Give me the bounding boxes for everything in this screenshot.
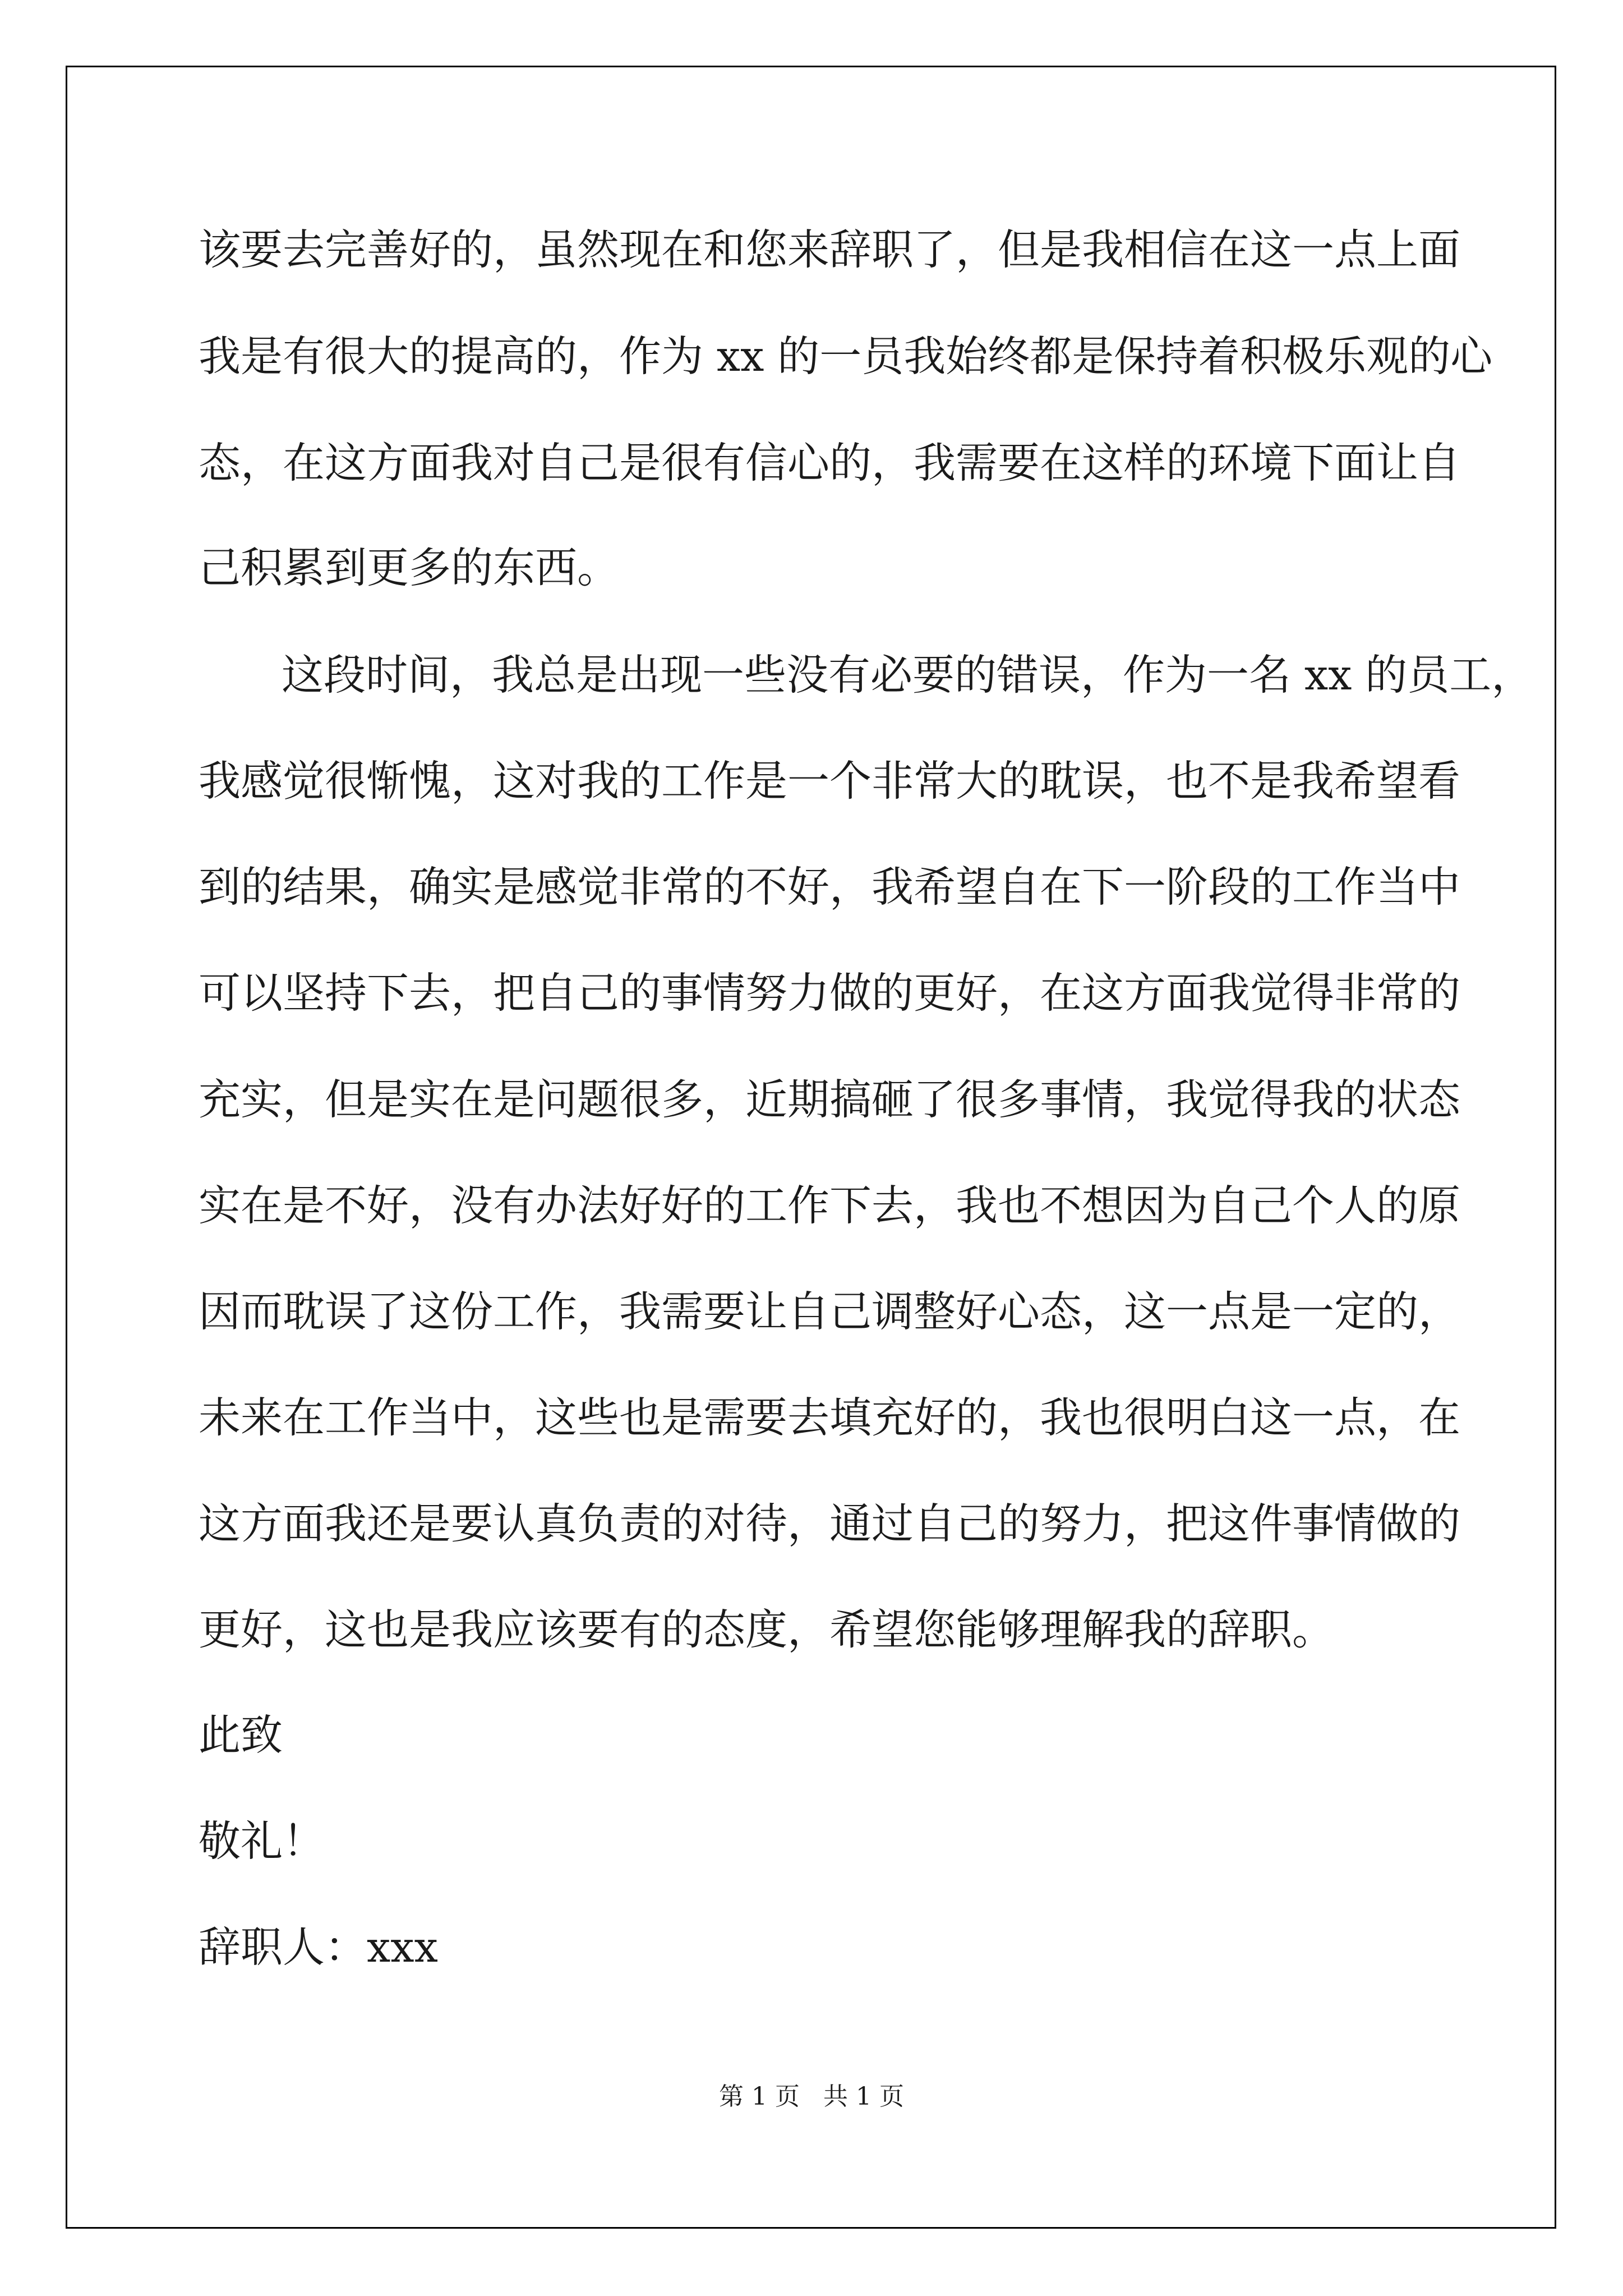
paragraph-2-line-8: 未来在工作当中，这些也是需要去填充好的，我也很明白这一点，在 xyxy=(199,1393,1461,1442)
paragraph-2-line-7: 因而耽误了这份工作，我需要让自己调整好心态，这一点是一定的， xyxy=(199,1287,1461,1336)
paragraph-1-line-4: 己积累到更多的东西。 xyxy=(199,543,620,592)
signature: 辞职人：xxx xyxy=(199,1922,438,1972)
paragraph-1-line-3: 态，在这方面我对自己是很有信心的，我需要在这样的环境下面让自 xyxy=(199,438,1461,487)
paragraph-2-line-4: 可以坚持下去，把自己的事情努力做的更好，在这方面我觉得非常的 xyxy=(199,968,1461,1018)
paragraph-2-line-9: 这方面我还是要认真负责的对待，通过自己的努力，把这件事情做的 xyxy=(199,1499,1461,1548)
closing: 此致 xyxy=(199,1710,283,1760)
paragraph-2-line-2: 我感觉很惭愧，这对我的工作是一个非常大的耽误，也不是我希望看 xyxy=(199,756,1461,806)
paragraph-2-line-5: 充实，但是实在是问题很多，近期搞砸了很多事情，我觉得我的状态 xyxy=(199,1075,1461,1124)
paragraph-2-line-3: 到的结果，确实是感觉非常的不好，我希望自在下一阶段的工作当中 xyxy=(199,862,1461,912)
salute: 敬礼！ xyxy=(199,1816,325,1866)
page-footer: 第 1 页 共 1 页 xyxy=(719,2082,904,2111)
page-border xyxy=(66,66,1556,2229)
paragraph-2-line-6: 实在是不好，没有办法好好的工作下去，我也不想因为自己个人的原 xyxy=(199,1181,1461,1230)
paragraph-2-line-10: 更好，这也是我应该要有的态度，希望您能够理解我的辞职。 xyxy=(199,1605,1335,1654)
paragraph-1-line-2: 我是有很大的提高的，作为 xx 的一员我始终都是保持着积极乐观的心 xyxy=(199,332,1493,381)
paragraph-2-line-1: 这段时间，我总是出现一些没有必要的错误，作为一名 xx 的员工， xyxy=(282,650,1534,700)
paragraph-1-line-1: 该要去完善好的，虽然现在和您来辞职了，但是我相信在这一点上面 xyxy=(199,225,1461,274)
